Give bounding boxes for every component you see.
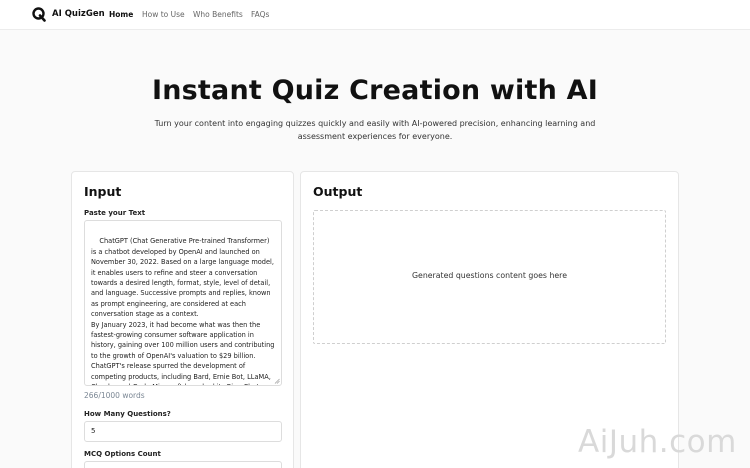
mcq-options-input[interactable] (84, 461, 282, 468)
hero-subtitle: Turn your content into engaging quizzes quickly and easily with AI-powered precision, enhancing learning and assessment experiences for everyone. (154, 119, 596, 141)
hero-title: Instant Quiz Creation with AI (151, 75, 598, 106)
watermark: AiJuh.com (578, 424, 737, 460)
nav-link-home[interactable]: Home (109, 10, 134, 19)
nav-link-how-to-use[interactable]: How to Use (142, 10, 185, 19)
source-text-input[interactable] (84, 220, 282, 386)
brand-name[interactable]: AI QuizGen (52, 9, 105, 19)
input-panel (71, 171, 294, 468)
resize-handle-icon[interactable] (274, 378, 280, 384)
nav-link-faqs[interactable]: FAQs (251, 10, 270, 19)
output-placeholder: Generated questions content goes here (411, 271, 568, 280)
mcq-options-label: MCQ Options Count (84, 450, 161, 458)
output-panel-title: Output (313, 184, 363, 199)
nav-link-who-benefits[interactable]: Who Benefits (193, 10, 243, 19)
output-area (313, 210, 666, 344)
question-count-label: How Many Questions? (84, 410, 171, 418)
top-navbar (0, 0, 750, 30)
word-count: 266/1000 words (84, 391, 145, 400)
source-text-content: ChatGPT (Chat Generative Pre-trained Transformer) is a chatbot developed by OpenAI and launched on November 30, 2022. Based on a large language model, it enables users to refine and steer a conversation towards a desired length, format, style, level of detail, and language. Successive prompts and replies, known as prompt engineering, are considered at each conversation stage as a context. By January 2023, it had become what was then the fastest-growing consumer software application in history, gaining over 100 million users and contributing to the growth of OpenAI's valuation to $29 billion. ChatGPT's release spurred the development of competing products, including Bard, Ernie Bot, LLaMA, (91, 237, 275, 381)
question-count-value: 5 (91, 427, 96, 435)
logo-icon[interactable] (32, 7, 46, 22)
paste-text-label: Paste your Text (84, 209, 146, 217)
question-count-input[interactable] (84, 421, 282, 442)
input-panel-title: Input (84, 184, 122, 199)
